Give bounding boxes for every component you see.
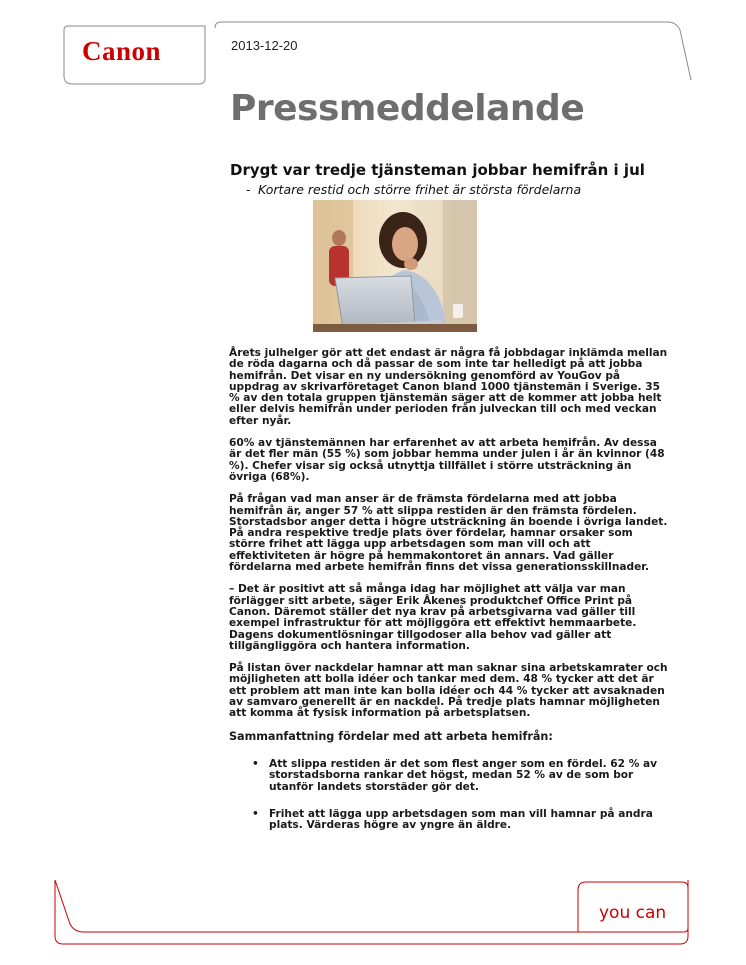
summary-item-1 [252, 757, 669, 793]
body-paragraph-5: På listan över nackdelar hamnar att man saknar sina arbetskamrater och möjligheten att bolla idéer och tankar med dem. 48 % tycker att det är ett problem att man inte kan bolla idéer och 44 % tycker att avsaknaden av samvaro generellt är en nackdel. På tredje plats hamnar möjligheten att komma åt fysisk information på arbetsplatsen. [229, 662, 668, 720]
body-paragraph-3: På frågan vad man anser är de främsta fördelarna med att jobba hemifrån är, anger 57 % att slippa restiden är den främsta fördelen. Storstadsbor anger detta i högre utsträckning än boende i övriga landet. På andra respektive tredje plats över fördelar, hamnar orsaker som större frihet att lägga upp arbetsdagen som man vill och att effektiviteten är högre på hemmakontoret än annars. Vad gäller fördelarna med arbete hemifrån finns det vissa generationsskillnader. [229, 493, 668, 574]
article-subheadline [246, 182, 582, 197]
summary-heading: Sammanfattning fördelar med att arbeta hemifrån: [229, 729, 553, 743]
article-body [229, 348, 669, 847]
summary-item-2 [252, 807, 669, 832]
article-headline: Drygt var tredje tjänsteman jobbar hemifrån i jul [230, 161, 645, 179]
summary-item-1-text: Att slippa restiden är det som flest anger som en fördel. 62 % av storstadsborna rankar det högst, medan 52 % av de som bor utanför landets storstäder gör det. [269, 757, 658, 793]
woman-laptop-photo [313, 200, 477, 332]
footer-swoosh [55, 880, 578, 932]
body-paragraph-4: – Det är positivt att så många idag har möjlighet att välja var man förlägger sitt arbete, säger Erik Åkenes produktchef Office Print på Canon. Däremot ställer det nya krav på arbetsgivarna vad gäller till exempel infrastruktur för att möjliggöra ett effektivt hemmaarbete. Dagens dokumentlösningar tillgodoser alla behov vad gäller att tillgängliggöra och hantera information. [229, 583, 637, 652]
canon-logo: Canon [82, 36, 162, 66]
article-photo [313, 200, 477, 332]
footer-bottom-line [55, 880, 688, 944]
summary-list [229, 759, 669, 831]
subheadline-dash: - [246, 182, 251, 197]
page-title: Pressmeddelande [230, 88, 585, 129]
subheadline-text: Kortare restid och större frihet är största fördelarna [258, 182, 582, 197]
summary-item-2-text: Frihet att lägga upp arbetsdagen som man vill hamnar på andra plats. Värderas högre av yngre än äldre. [269, 807, 653, 832]
you-can-tagline: you can [599, 903, 667, 923]
bullet-2: • [252, 807, 259, 820]
press-date: 2013-12-20 [231, 38, 298, 53]
body-paragraph-1: Årets julhelger gör att det endast är några få jobbdagar inklämda mellan de röda dagarna och då passar de som inte tar helledigt på att jobba hemifrån. Det visar en ny undersökning genomförd av YouGov på uppdrag av skrivarföretaget Canon bland 1000 tjänstemän i Sverige. 35 % av den totala gruppen tjänstemän säger att de kommer att jobba helt eller delvis hemifrån under perioden från julveckan till och med veckan efter nyår. [229, 347, 668, 427]
body-paragraph-2: 60% av tjänstemännen har erfarenhet av att arbeta hemifrån. Av dessa är det fler män (55 %) som jobbar hemma under julen i år än kvinnor (48 %). Chefer visar sig också utnyttja tillfället i större utsträckning än övriga (68%). [229, 437, 665, 483]
bullet-1: • [252, 757, 259, 770]
